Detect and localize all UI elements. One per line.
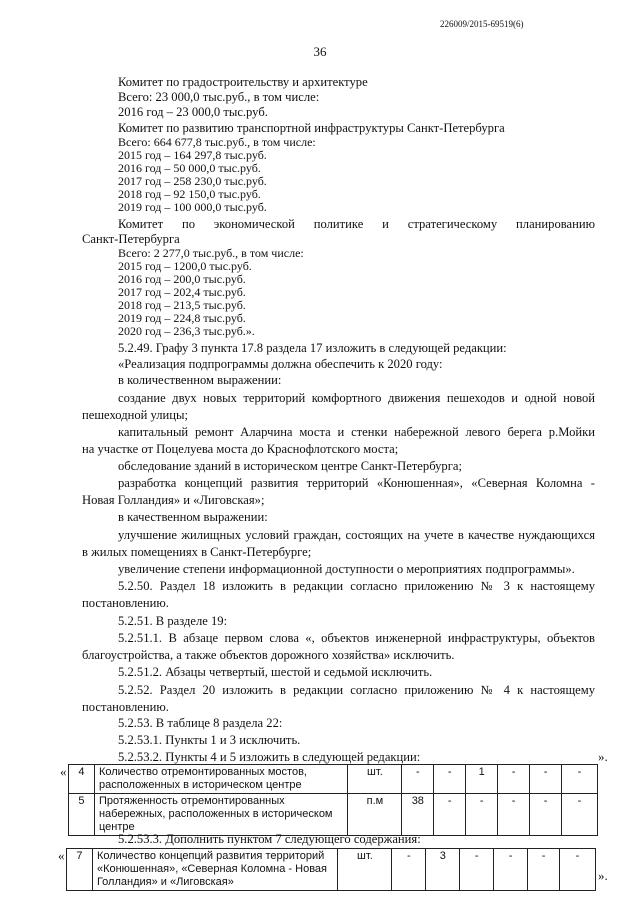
paragraph-line: постановлению. — [82, 596, 169, 610]
indicator-name: Количество отремонтированных мостов, расположенных в историческом центре — [94, 765, 348, 794]
paragraph-line: 2019 год – 100 000,0 тыс.руб. — [118, 200, 267, 214]
value-cell: - — [562, 794, 598, 836]
paragraph-line: пешеходной улицы; — [82, 408, 189, 422]
paragraph-line: Всего: 664 677,8 тыс.руб., в том числе: — [118, 135, 316, 149]
value-cell: 1 — [466, 765, 498, 794]
paragraph-line: улучшение жилищных условий граждан, состоящих на учете в качестве нуждающихся — [118, 528, 595, 542]
paragraph-line: 2016 год – 50 000,0 тыс.руб. — [118, 161, 261, 175]
paragraph-line: Комитет по градостроительству и архитектуре — [118, 75, 368, 89]
paragraph-line: 5.2.51.2. Абзацы четвертый, шестой и седьмой исключить. — [118, 665, 433, 679]
unit: шт. — [348, 765, 402, 794]
paragraph-line: Всего: 23 000,0 тыс.руб., в том числе: — [118, 90, 320, 104]
value-cell: 3 — [426, 849, 460, 891]
paragraph-line: 5.2.51.1. В абзаце первом слова «, объектов инженерной инфраструктуры, объектов — [118, 631, 595, 645]
row-number: 4 — [69, 765, 95, 794]
indicator-name: Количество концепций развития территорий «Конюшенная», «Северная Коломна - Новая Голландия» и «Лиговская» — [92, 849, 338, 891]
value-cell: - — [530, 765, 562, 794]
paragraph-line: постановлению. — [82, 700, 169, 714]
paragraph-line: Санкт-Петербурга — [82, 232, 180, 246]
paragraph-line: 5.2.53.2. Пункты 4 и 5 изложить в следующей редакции: — [118, 750, 421, 764]
page-number: 36 — [313, 44, 327, 59]
paragraph-line: 2019 год – 224,8 тыс.руб. — [118, 311, 246, 325]
paragraph-line: 2015 год – 1200,0 тыс.руб. — [118, 259, 252, 273]
value-cell: - — [528, 849, 560, 891]
table-row — [67, 849, 596, 891]
unit: п.м — [348, 794, 402, 836]
table-row — [69, 765, 598, 794]
open-quote: « — [58, 848, 65, 863]
paragraph-line: 5.2.53. В таблице 8 раздела 22: — [118, 716, 283, 730]
value-cell: - — [434, 794, 466, 836]
close-quote: ». — [598, 749, 608, 764]
paragraph-line: 5.2.52. Раздел 20 изложить в редакции согласно приложению № 4 к настоящему — [118, 683, 595, 697]
document-id: 226009/2015-69519(6) — [440, 19, 524, 29]
paragraph-line: Комитет по экономической политике и стратегическому планированию — [118, 217, 595, 231]
paragraph-line: обследование зданий в историческом центре Санкт-Петербурга; — [118, 459, 462, 473]
paragraph-line: в количественном выражении: — [118, 373, 282, 387]
paragraph-line: 2017 год – 202,4 тыс.руб. — [118, 285, 246, 299]
value-cell: - — [494, 849, 528, 891]
table-items-4-5 — [68, 764, 598, 836]
value-cell: - — [530, 794, 562, 836]
paragraph-line: 5.2.53.3. Дополнить пунктом 7 следующего содержания: — [118, 832, 421, 846]
paragraph-line: 2018 год – 213,5 тыс.руб. — [118, 298, 246, 312]
value-cell: - — [434, 765, 466, 794]
paragraph-line: в качественном выражении: — [118, 510, 268, 524]
row-number: 7 — [67, 849, 93, 891]
unit: шт. — [338, 849, 392, 891]
indicator-name: Протяженность отремонтированных набережных, расположенных в историческом центре — [94, 794, 348, 836]
paragraph-line: «Реализация подпрограммы должна обеспечить к 2020 году: — [118, 357, 443, 371]
paragraph-line: 5.2.50. Раздел 18 изложить в редакции согласно приложению № 3 к настоящему — [118, 579, 595, 593]
table-item-7 — [66, 848, 596, 891]
table-row — [69, 794, 598, 836]
value-cell: - — [560, 849, 596, 891]
paragraph-line: на участке от Поцелуева моста до Краснофлотского моста; — [82, 442, 399, 456]
paragraph-line: Новая Голландия» и «Лиговская»; — [82, 493, 265, 507]
paragraph-line: в жилых помещениях в Санкт-Петербурге; — [82, 545, 312, 559]
paragraph-line: Всего: 2 277,0 тыс.руб., в том числе: — [118, 246, 304, 260]
value-cell: 38 — [402, 794, 434, 836]
value-cell: - — [562, 765, 598, 794]
paragraph-line: благоустройства, а также объектов дорожного хозяйства» исключить. — [82, 648, 455, 662]
value-cell: - — [498, 765, 530, 794]
paragraph-line: увеличение степени информационной доступности о мероприятиях подпрограммы». — [118, 562, 575, 576]
paragraph-line: Комитет по развитию транспортной инфраструктуры Санкт-Петербурга — [118, 121, 505, 135]
open-quote: « — [60, 764, 67, 779]
row-number: 5 — [69, 794, 95, 836]
paragraph-line: 2015 год – 164 297,8 тыс.руб. — [118, 148, 267, 162]
value-cell: - — [460, 849, 494, 891]
value-cell: - — [392, 849, 426, 891]
paragraph-line: 5.2.49. Графу 3 пункта 17.8 раздела 17 изложить в следующей редакции: — [118, 341, 507, 355]
paragraph-line: 5.2.53.1. Пункты 1 и 3 исключить. — [118, 733, 301, 747]
paragraph-line: создание двух новых территорий комфортного движения пешеходов и одной новой — [118, 391, 595, 405]
value-cell: - — [402, 765, 434, 794]
paragraph-line: 2020 год – 236,3 тыс.руб.». — [118, 324, 255, 338]
paragraph-line: 2017 год – 258 230,0 тыс.руб. — [118, 174, 267, 188]
paragraph-line: 2016 год – 200,0 тыс.руб. — [118, 272, 246, 286]
close-quote: ». — [598, 868, 608, 883]
paragraph-line: капитальный ремонт Аларчина моста и стенки набережной левого берега р.Мойки — [118, 425, 595, 439]
paragraph-line: 2016 год – 23 000,0 тыс.руб. — [118, 105, 268, 119]
paragraph-line: 5.2.51. В разделе 19: — [118, 614, 228, 628]
paragraph-line: разработка концепций развития территорий «Конюшенная», «Северная Коломна - — [118, 476, 595, 490]
paragraph-line: 2018 год – 92 150,0 тыс.руб. — [118, 187, 261, 201]
value-cell: - — [466, 794, 498, 836]
value-cell: - — [498, 794, 530, 836]
